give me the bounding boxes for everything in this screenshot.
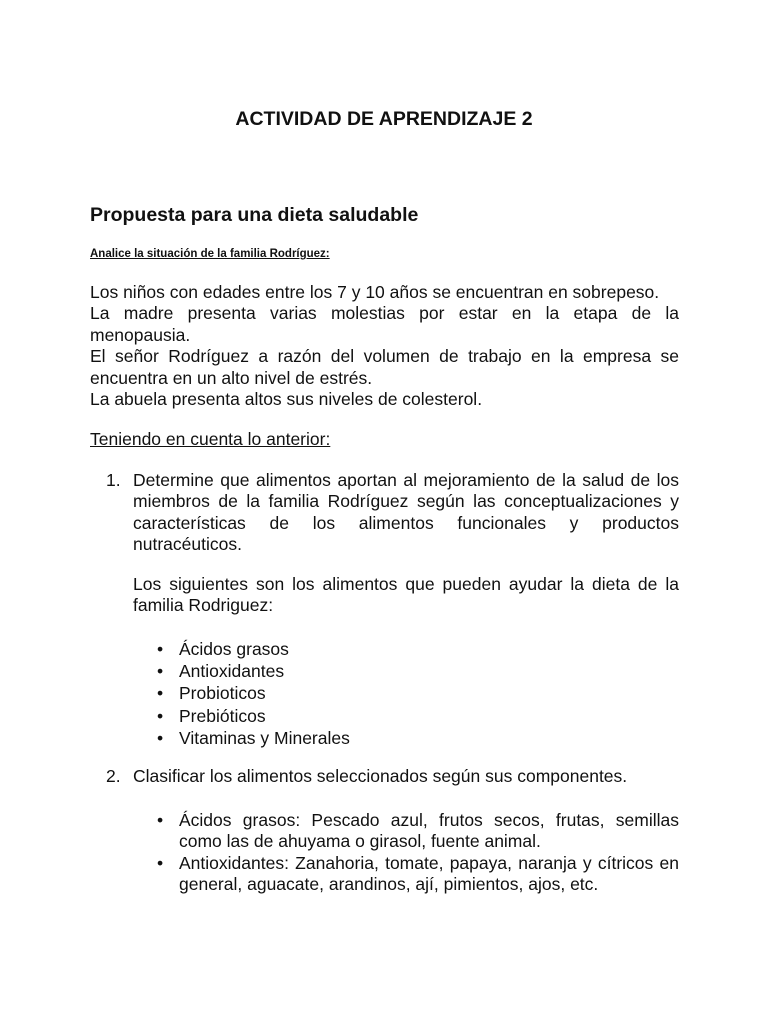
bullet-icon: • [157, 661, 164, 682]
situation-line-grandmother: La abuela presenta altos sus niveles de colesterol. [90, 389, 483, 410]
list-item [157, 638, 679, 660]
food-item: Antioxidantes [179, 661, 285, 682]
document-title: ACTIVIDAD DE APRENDIZAJE 2 [235, 108, 533, 130]
list-item [157, 660, 679, 682]
question-1 [90, 470, 679, 556]
situation-line-father-cont: encuentra en un alto nivel de estrés. [90, 367, 373, 388]
list-item [157, 853, 679, 896]
lead-in-text: Teniendo en cuenta lo anterior: [90, 429, 331, 449]
answer-1-intro: Los siguientes son los alimentos que pueden ayudar la dieta de la familia Rodriguez: [133, 574, 679, 616]
situation-line-mother-cont: menopausia. [90, 324, 191, 345]
food-list [157, 638, 679, 749]
situation-line-children: Los niños con edades entre los 7 y 10 años se encuentran en sobrepeso. [90, 282, 660, 302]
bullet-icon: • [157, 683, 164, 704]
food-item: Prebióticos [179, 705, 266, 726]
bullet-icon: • [157, 810, 164, 830]
classification-list [157, 810, 679, 896]
question-2 [90, 766, 679, 787]
list-item [157, 810, 679, 853]
question-2-text: Clasificar los alimentos seleccionados según sus componentes. [133, 766, 628, 786]
question-1-item [90, 470, 679, 556]
family-situation [90, 282, 679, 410]
food-item: Ácidos grasos [179, 639, 289, 659]
situation-line-father: El señor Rodríguez a razón del volumen de trabajo en la empresa se [90, 346, 679, 367]
question-2-item [90, 766, 679, 787]
situation-line-mother: La madre presenta varias molestias por estar en la etapa de la [90, 303, 679, 324]
list-item [157, 727, 679, 749]
bullet-icon: • [157, 639, 164, 659]
classification-fatty-acids: Ácidos grasos: Pescado azul, frutos secos, frutas, semillas como las de ahuyama o girasol, fuente animal. [179, 810, 679, 852]
question-1-text: Determine que alimentos aportan al mejoramiento de la salud de los miembros de la familia Rodríguez según las conceptualizaciones y características de los alimentos funcionales y productos nutracéuticos. [133, 470, 679, 555]
list-item [157, 705, 679, 727]
bullet-icon: • [157, 705, 164, 726]
classification-antioxidants: Antioxidantes: Zanahoria, tomate, papaya, naranja y cítricos en general, aguacate, arandinos, ají, pimientos, ajos, etc. [179, 852, 679, 895]
food-item: Vitaminas y Minerales [179, 727, 350, 748]
document-subtitle: Propuesta para una dieta saludable [90, 204, 419, 226]
instruction-text: Analice la situación de la familia Rodríguez: [90, 248, 330, 260]
question-1-number: 1. [106, 470, 121, 490]
bullet-icon: • [157, 852, 164, 873]
question-2-number: 2. [106, 766, 121, 786]
list-item [157, 682, 679, 704]
food-item: Probioticos [179, 683, 266, 704]
bullet-icon: • [157, 727, 164, 748]
